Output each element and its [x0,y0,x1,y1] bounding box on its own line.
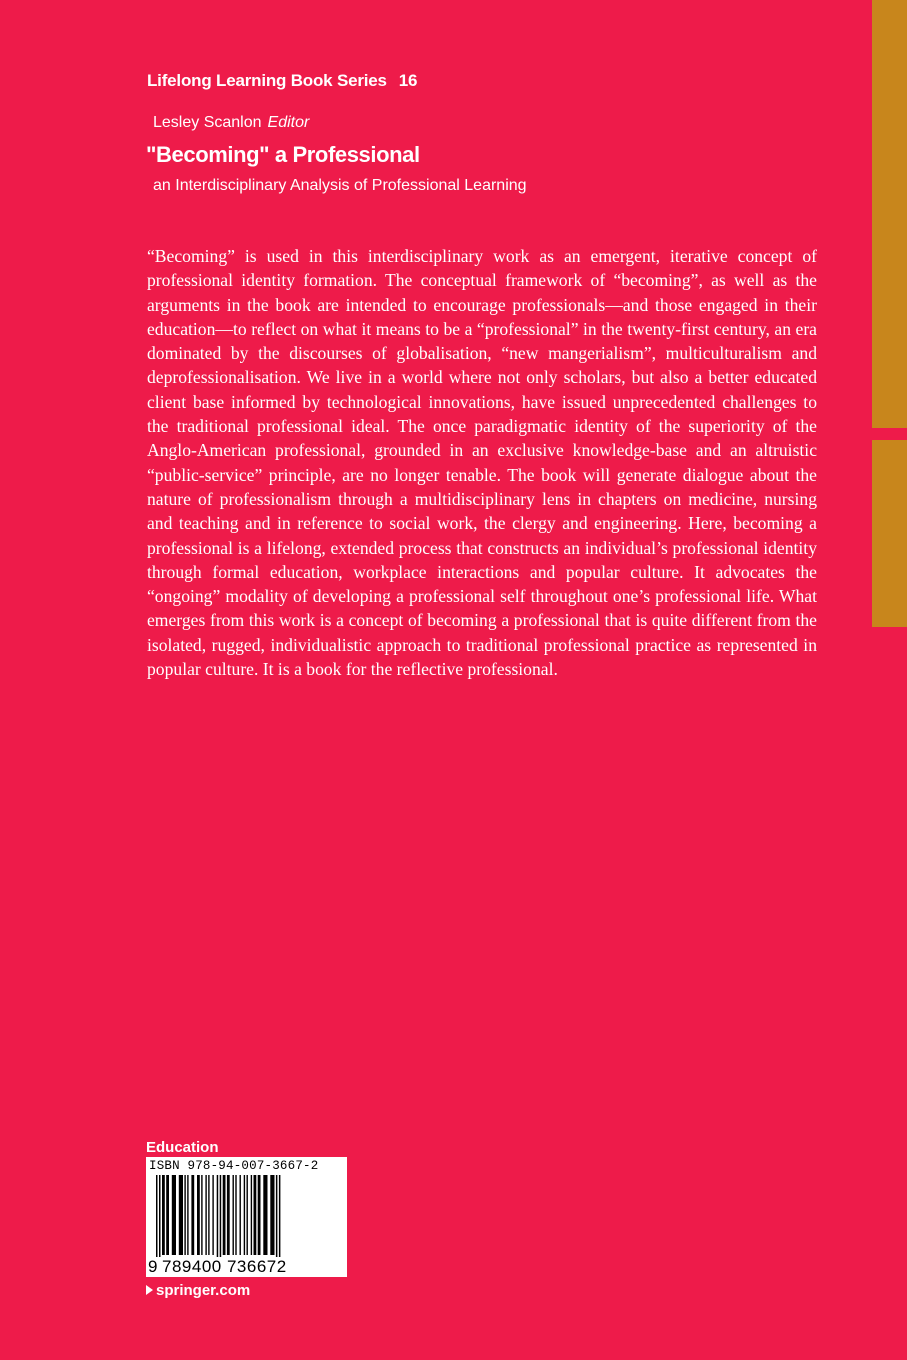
barcode-bar [263,1175,267,1255]
barcode-bar [220,1175,222,1263]
series-name: Lifelong Learning Book Series [147,71,387,90]
series-number: 16 [398,71,418,90]
publisher-link[interactable] [146,1282,250,1299]
spine-accent-bottom [872,440,907,627]
barcode-bar [270,1175,274,1255]
publisher-url: springer.com [156,1282,251,1299]
barcode-bar [208,1175,209,1255]
barcode-bar [172,1175,176,1255]
isbn-label: ISBN 978-94-007-3667-2 [149,1159,319,1173]
barcode-bar [197,1175,200,1255]
editor-name: Lesley Scanlon [153,114,262,131]
barcode-bar [201,1175,202,1255]
barcode-bar [205,1175,206,1255]
barcode-bar [279,1175,281,1263]
series-line [147,71,417,91]
barcode-bar [162,1175,165,1255]
barcode-bar [212,1175,213,1255]
editor-role: Editor [267,114,310,131]
editor-line [153,114,309,132]
barcode-bar [217,1175,219,1263]
barcode-bar [187,1175,188,1255]
barcode-bar [166,1175,169,1255]
barcode-bar [247,1175,248,1255]
book-subtitle: an Interdisciplinary Analysis of Professional Learning [153,177,527,194]
barcode-bars [156,1175,340,1263]
barcode-lead-digit: 9 [148,1257,158,1276]
isbn-barcode [146,1157,347,1277]
subject-category: Education [146,1139,219,1156]
barcode-number: 789400 736672 [162,1257,287,1276]
barcode-bar [276,1175,278,1263]
barcode-bar [240,1175,241,1255]
book-title: "Becoming" a Professional [146,142,420,167]
barcode-bar [191,1175,194,1255]
barcode-bar [227,1175,230,1255]
barcode-bar [223,1175,226,1255]
barcode-bar [184,1175,185,1255]
barcode-bar [159,1175,161,1263]
barcode-digits [148,1257,345,1277]
barcode-bar [258,1175,261,1255]
back-cover-blurb: “Becoming” is used in this interdisciplinary work as an emergent, iterative concept of professional identity formation. The conceptual framework of “becoming”, as well as the arguments in the book are intended to encourage professionals—and those engaged in their education—to reflect on what it means to be a “professional” in the twenty-first century, an era dominated by the discourses of globalisation, “new mangerialism”, multiculturalism and deprofessionalisation. We live in a world where not only scholars, but also a better educated client base informed by technological innovations, have issued unprecedented challenges to the traditional professional ideal. The once paradigmatic identity of the superiority of the Anglo-American professional, grounded in an exclusive knowledge-base and an altruistic “public-service” principle, are no longer tenable. The book will generate dialogue about the nature of professionalism through a multidisciplinary lens in chapters on medicine, nursing and teaching and in reference to social work, the clergy and engineering. Here, becoming a professional is a lifelong, extended process that constructs an individual’s professional identity through formal education, workplace interactions and popular culture. It advocates the “ongoing” modality of developing a professional self throughout one’s professional life. What emerges from this work is a concept of becoming a professional that is quite different from the isolated, rugged, individualistic approach to traditional professional practice as represented in popular culture. It is a book for the reflective professional. [147,246,817,680]
spine-accent-top [872,0,907,428]
barcode-bar [156,1175,158,1263]
barcode-bar [179,1175,183,1255]
triangle-arrow-icon [146,1285,153,1295]
barcode-bar [251,1175,252,1255]
barcode-bar [235,1175,236,1255]
barcode-bar [233,1175,234,1255]
barcode-bar [244,1175,245,1255]
spine-divider [872,428,907,440]
barcode-bar [254,1175,257,1255]
